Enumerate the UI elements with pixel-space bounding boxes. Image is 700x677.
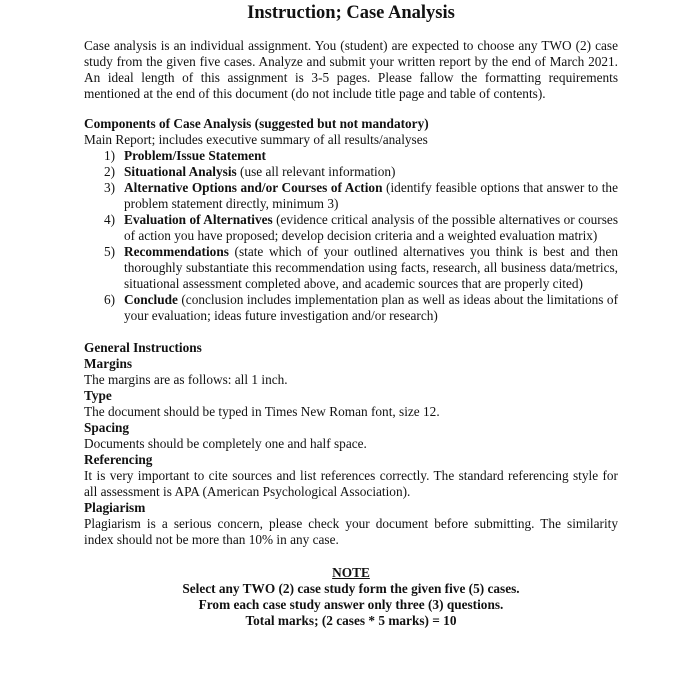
intro-paragraph: Case analysis is an individual assignment. You (student) are expected to choose any TWO (2) case study from the given five cases. Analyze and submit your written report by the end of March 2021. An ideal length of this assignment is 3-5 pages. Please fallow the formatting requirements mentioned at the end of this document (do not include title page and table of contents).: [84, 38, 618, 101]
spacing-heading: Spacing: [84, 420, 130, 435]
item-title: Recommendations: [124, 244, 229, 259]
components-list: [84, 148, 618, 324]
item-detail: (use all relevant information): [236, 164, 396, 179]
item-number: 5): [104, 244, 116, 259]
item-number: 2): [104, 164, 116, 179]
item-number: 4): [104, 212, 116, 227]
page-title: Instruction; Case Analysis: [247, 3, 455, 23]
note-block: [84, 565, 618, 629]
item-title: Situational Analysis: [124, 164, 237, 179]
item-number: 1): [104, 148, 116, 163]
item-title: Alternative Options and/or Courses of Action: [124, 180, 383, 195]
components-heading: Components of Case Analysis (suggested but not mandatory): [84, 116, 429, 131]
note-line-1: Select any TWO (2) case study form the given five (5) cases.: [182, 581, 520, 596]
referencing-heading: Referencing: [84, 452, 153, 467]
type-heading: Type: [84, 388, 112, 403]
components-item: [84, 164, 618, 180]
type-text: The document should be typed in Times New Roman font, size 12.: [84, 404, 440, 419]
item-title: Conclude: [124, 292, 178, 307]
components-item: [84, 292, 618, 324]
referencing-text: It is very important to cite sources and list references correctly. The standard referencing style for all assessment is APA (American Psychological Association).: [84, 468, 618, 499]
item-detail: (conclusion includes implementation plan as well as ideas about the limitations of your evaluation; ideas future investigation and/or research): [124, 292, 618, 323]
item-number: 6): [104, 292, 116, 307]
components-item: [84, 212, 618, 244]
note-title: NOTE: [332, 565, 370, 580]
note-line-3: Total marks; (2 cases * 5 marks) = 10: [245, 613, 457, 628]
components-item: [84, 244, 618, 292]
margins-heading: Margins: [84, 356, 133, 371]
margins-text: The margins are as follows: all 1 inch.: [84, 372, 288, 387]
components-subheading: Main Report; includes executive summary of all results/analyses: [84, 132, 428, 147]
item-title: Problem/Issue Statement: [124, 148, 266, 163]
note-line-2: From each case study answer only three (3) questions.: [198, 597, 504, 612]
general-heading: General Instructions: [84, 340, 202, 355]
components-item: [84, 180, 618, 212]
item-detail: (state which of your outlined alternatives you think is best and then thoroughly substantiate this recommendation using facts, research, all business data/metrics, situational assessment completed above, and academic sources that are properly cited): [124, 244, 618, 291]
item-detail: (identify feasible options that answer to the problem statement directly, minimum 3): [124, 180, 618, 211]
document-page: [84, 0, 618, 629]
spacing-text: Documents should be completely one and half space.: [84, 436, 367, 451]
item-number: 3): [104, 180, 116, 195]
plagiarism-heading: Plagiarism: [84, 500, 146, 515]
item-detail: (evidence critical analysis of the possible alternatives or courses of action you have proposed; develop decision criteria and a weighted evaluation matrix): [124, 212, 618, 243]
components-item: [84, 148, 618, 164]
plagiarism-text: Plagiarism is a serious concern, please check your document before submitting. The similarity index should not be more than 10% in any case.: [84, 516, 618, 547]
item-title: Evaluation of Alternatives: [124, 212, 273, 227]
